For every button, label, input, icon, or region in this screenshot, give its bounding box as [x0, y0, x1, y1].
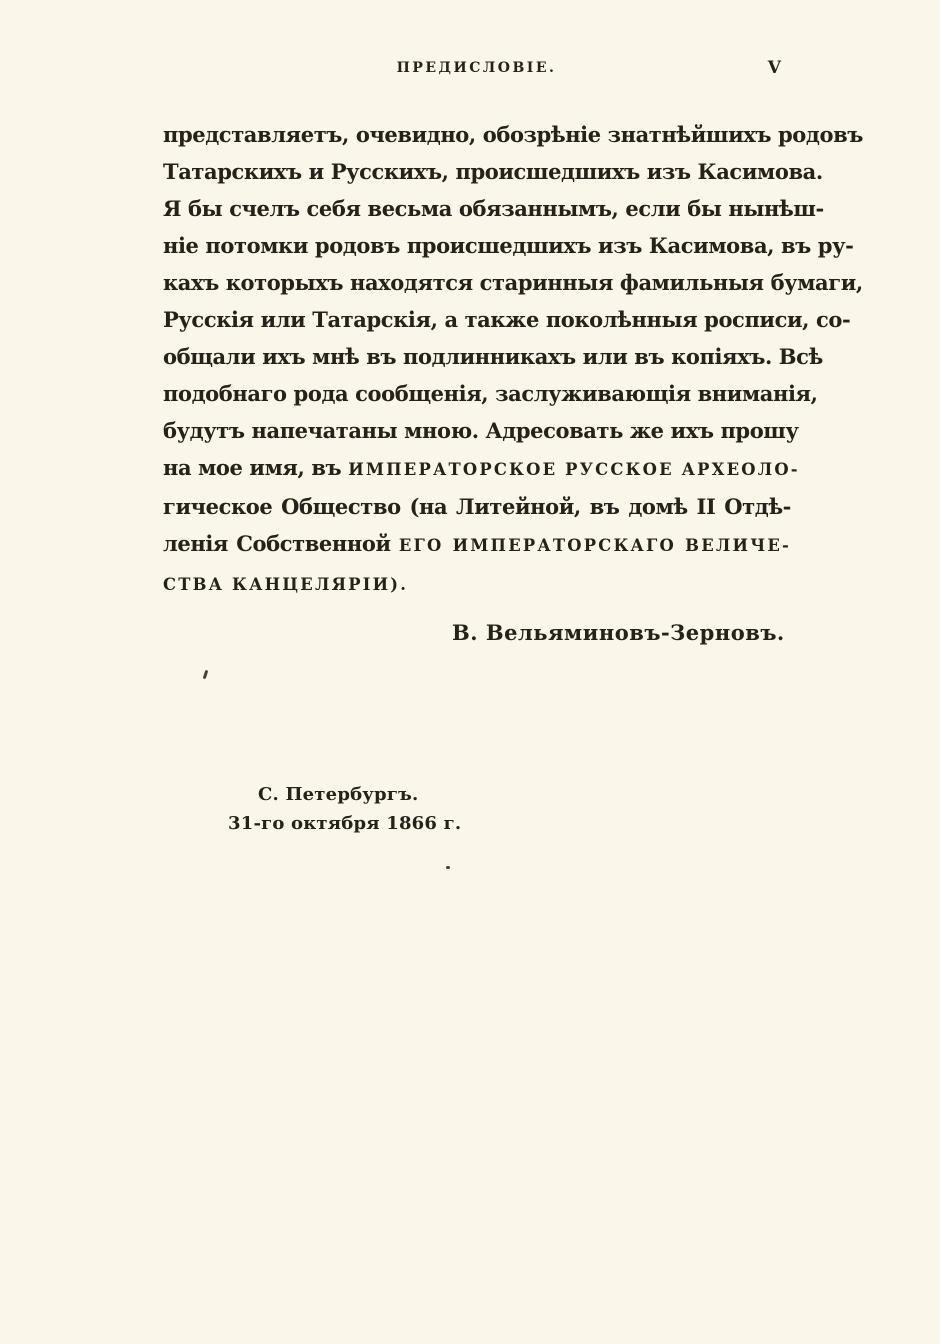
- body-text-segment: гическое Общество (на Литейной, въ домѣ II Отдѣ-: [163, 494, 791, 519]
- ink-speck: [446, 866, 450, 869]
- body-line: [163, 338, 823, 375]
- running-head-title: ПРЕДИСЛОВІЕ.: [396, 60, 557, 76]
- imprint: [228, 780, 461, 838]
- author-signature: В. Вельяминовъ-Зерновъ.: [452, 620, 785, 645]
- body-text-segment: ленія Собственной: [163, 531, 399, 556]
- ink-speck: [203, 670, 209, 679]
- body-text-segment: Русскія или Татарскія, а также поколѣнныя росписи, со-: [163, 307, 851, 332]
- page-number: V: [767, 58, 782, 78]
- body-line: [163, 525, 791, 564]
- body-text-segment: представляетъ, очевидно, обозрѣніе знатнѣйшихъ родовъ: [163, 122, 864, 147]
- body-text-segment: общали ихъ мнѣ въ подлинникахъ или въ копіяхъ. Всѣ: [163, 344, 823, 369]
- body-text-segment: на мое имя, въ: [163, 455, 349, 480]
- body-line: [163, 412, 799, 449]
- imprint-place: С. Петербургъ.: [258, 784, 419, 805]
- spaced-caps-text: ИМПЕРАТОРСКОЕ РУССКОЕ АРХЕОЛО-: [348, 460, 800, 479]
- body-line: [163, 264, 863, 301]
- body-text-segment: кахъ которыхъ находятся старинныя фамильныя бумаги,: [163, 270, 863, 295]
- body-line: [163, 449, 800, 488]
- body-text-segment: Татарскихъ и Русскихъ, происшедшихъ изъ Касимова.: [163, 159, 823, 184]
- preface-paragraph: [163, 116, 864, 603]
- body-text-segment: Я бы счелъ себя весьма обязаннымъ, если бы нынѣш-: [163, 196, 824, 221]
- body-text-segment: ніе потомки родовъ происшедшихъ изъ Касимова, въ ру-: [163, 233, 854, 258]
- body-line: [163, 301, 851, 338]
- body-line: [163, 190, 824, 227]
- body-line: [163, 564, 791, 603]
- running-head: [163, 60, 790, 82]
- body-line: [163, 488, 791, 525]
- body-text-segment: подобнаго рода сообщенія, заслуживающія вниманія,: [163, 381, 818, 406]
- imprint-date: 31-го октября 1866 г.: [228, 813, 462, 834]
- body-line: [163, 116, 864, 153]
- body-line: [163, 153, 823, 190]
- spaced-caps-text: СТВА КАНЦЕЛЯРІИ).: [163, 575, 409, 594]
- body-line: [163, 375, 818, 412]
- body-text-segment: будутъ напечатаны мною. Адресовать же ихъ прошу: [163, 418, 799, 443]
- spaced-caps-text: ЕГО ИМПЕРАТОРСКАГО ВЕЛИЧЕ-: [398, 536, 791, 555]
- body-line: [163, 227, 854, 264]
